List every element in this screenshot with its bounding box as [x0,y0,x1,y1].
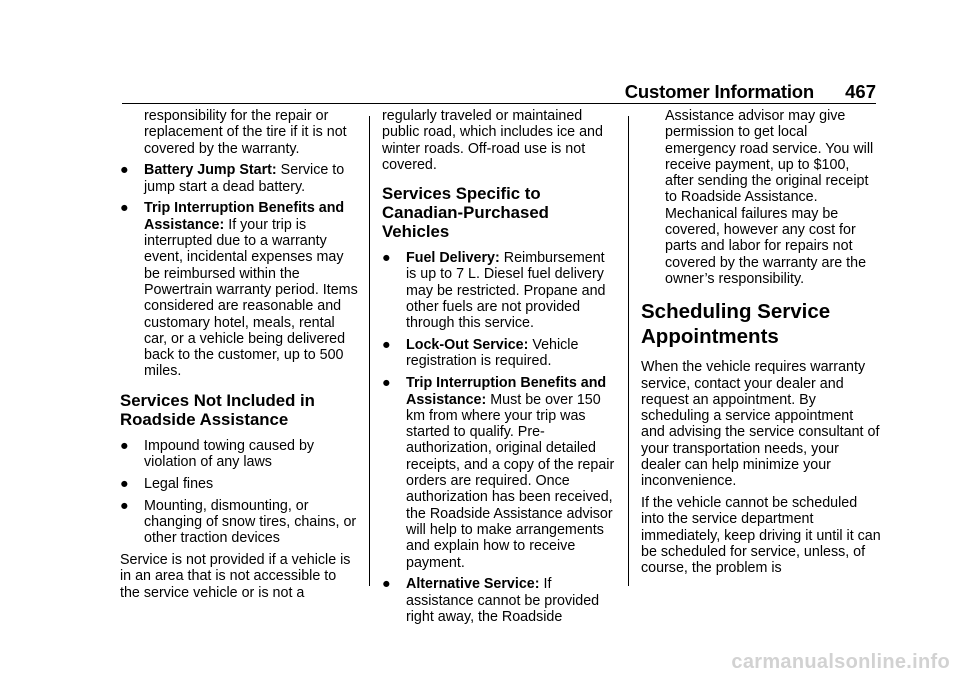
section-heading: Services Specific to Canadian-Purchased Vehicles [382,184,549,242]
watermark: carmanualsonline.info [731,651,950,673]
bullet-icon: ● [120,475,129,492]
item-text: Legal fines [144,475,214,492]
item-text: Service to jump start a dead battery. [144,162,345,195]
item-lead: Fuel Delivery: [406,250,500,267]
item-lead: Alternative Service: [406,576,540,593]
list-item [120,162,358,195]
item-text: Impound towing caused by violation of any laws [144,437,315,471]
item-text: If assistance cannot be provided right away, the Roadside [406,576,600,625]
list-item [382,576,618,625]
column-2 [382,108,618,631]
page-header [122,81,876,104]
list-item [120,438,358,471]
continued-text: Assistance advisor may give permission to get local emergency road service. You will receive payment, up to $100, after sending the original receipt to Roadside Assistance. Mechanical failures may be covered, however any cost for parts and labor for repairs not covered by the warranty are the owner’s responsibility. [665,108,874,287]
paragraph: If the vehicle cannot be scheduled into the service department immediately, keep driving it until it can be scheduled for service, unless, of course, the problem is [641,495,881,577]
section-title: Customer Information [624,81,814,102]
bullet-icon: ● [382,337,391,354]
bullet-icon: ● [382,576,391,593]
paragraph: When the vehicle requires warranty service, contact your dealer and request an appointment. By scheduling a service appointment and advising the service consultant of your transportation needs, your dealer can help minimize your inconvenience. [641,359,880,490]
list-item [120,498,358,547]
paragraph: Service is not provided if a vehicle is in an area that is not accessible to the service vehicle or is not a [120,552,351,601]
bullet-icon: ● [382,250,391,267]
list-item [120,200,358,379]
item-text: Must be over 150 km from where your trip was started to qualify. Pre-authorization, original detailed receipts, and a copy of the repair orders are required. Once authorization has been received, the Roadside Assistance advisor will help to make arrangements and explain how to receive payment. [406,391,615,571]
list-item [120,476,358,492]
bullet-icon: ● [120,497,129,514]
column-3 [641,108,881,582]
column-divider [628,116,629,586]
list-item [382,337,618,370]
page-number: 467 [845,81,876,102]
item-lead: Trip Interruption Benefits and Assistance: [406,375,607,408]
bullet-icon: ● [120,437,129,454]
list-item [382,250,618,331]
item-lead: Trip Interruption Benefits and Assistance: [144,200,345,233]
column-divider [369,116,370,586]
section-heading: Services Not Included in Roadside Assistance [120,390,315,429]
continued-text: responsibility for the repair or replacement of the tire if it is not covered by the warranty. [144,108,347,157]
bullet-icon: ● [120,162,129,179]
continued-text: regularly traveled or maintained public road, which includes ice and winter roads. Off-road use is not covered. [382,108,603,173]
list-item [382,375,618,571]
section-heading: Scheduling Service Appointments [641,300,831,349]
item-text: Reimbursement is up to 7 L. Diesel fuel delivery may be restricted. Propane and other fuels are not provided through this service. [406,250,606,332]
bullet-icon: ● [120,200,129,217]
item-text: If your trip is interrupted due to a warranty event, incidental expenses may be reimbursed within the Powertrain warranty period. Items considered are reasonable and customary hotel, meals, rental car, or a vehicle being delivered back to the customer, up to 500 miles. [144,216,358,380]
bullet-icon: ● [382,375,391,392]
item-lead: Lock-Out Service: [406,337,529,354]
item-lead: Battery Jump Start: [144,162,277,179]
item-text: Mounting, dismounting, or changing of snow tires, chains, or other traction devices [144,497,357,547]
item-text: Vehicle registration is required. [406,337,579,370]
column-1 [120,108,358,606]
